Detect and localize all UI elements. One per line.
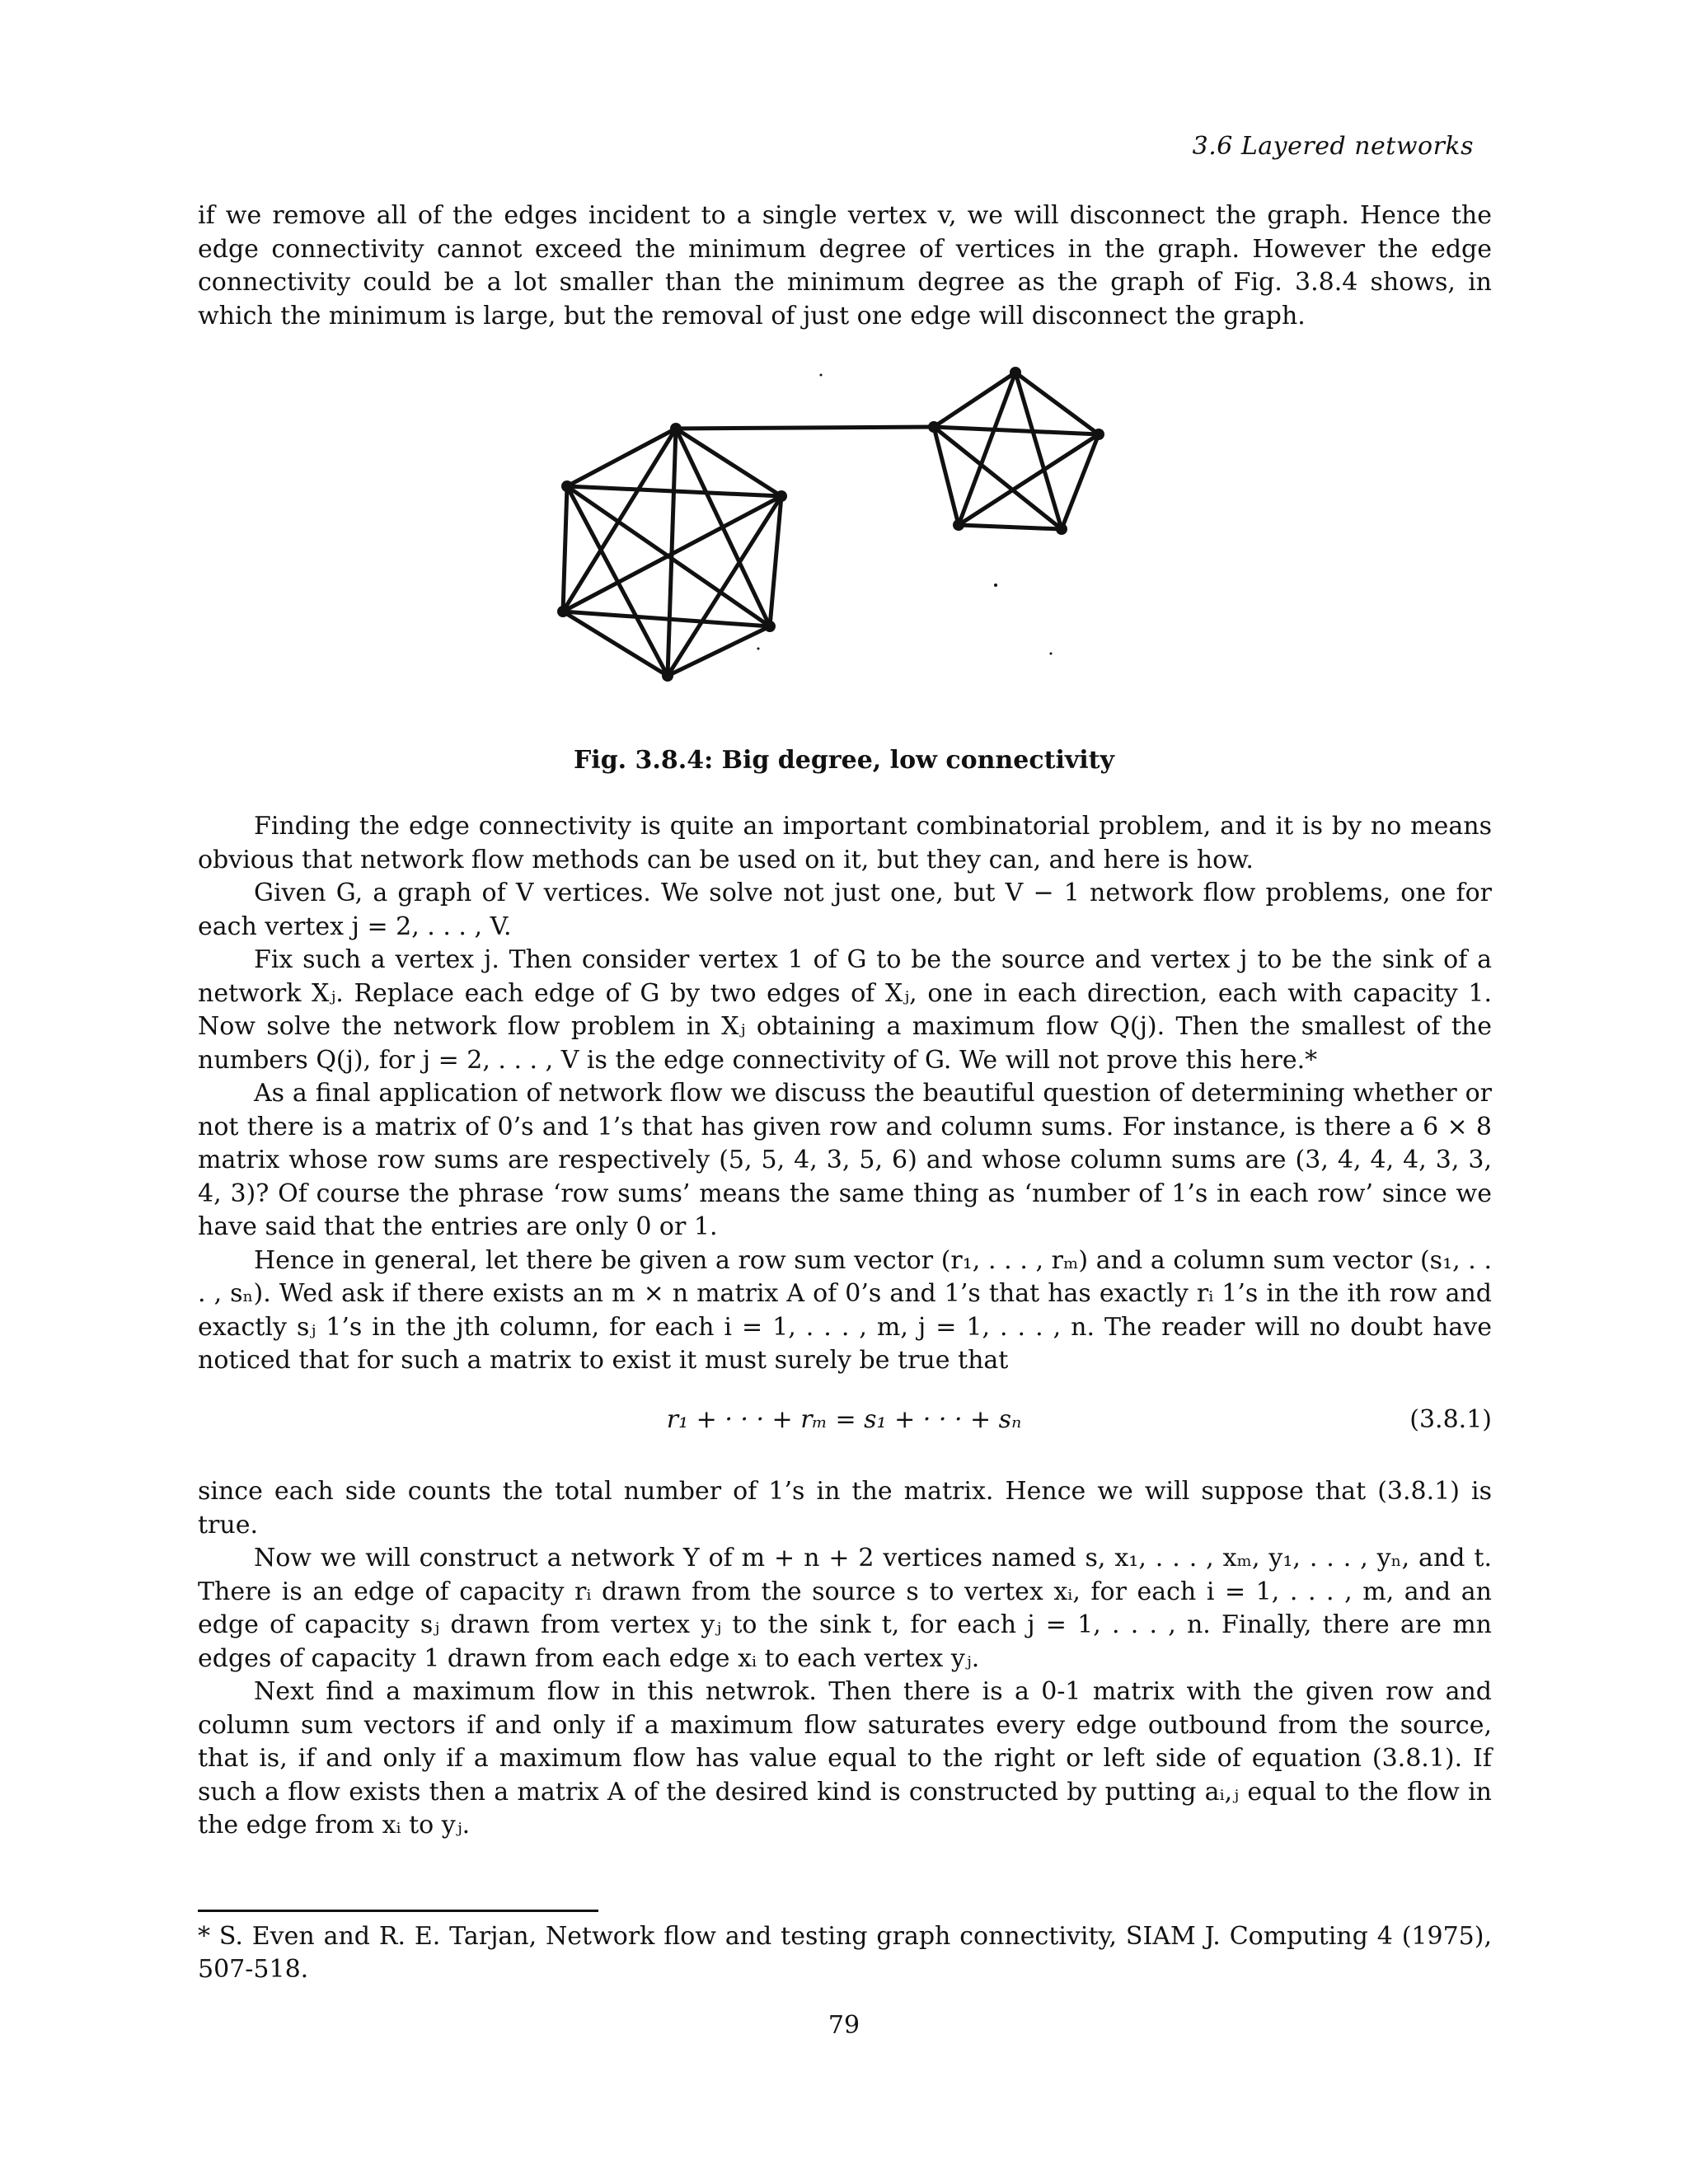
vertex: [776, 490, 787, 502]
vertex: [670, 423, 682, 434]
vertex: [953, 519, 964, 531]
pentagon-k5-edges: [934, 373, 1099, 529]
paragraph-6: Hence in general, let there be given a row sum vector (r₁, . . . , rₘ) and a column sum vector (s₁, . . . , sₙ). Wed ask if there exists an m × n matrix A of 0’s and 1’s that has exactly rᵢ 1’s in the ith row and exactly sⱼ 1’s in the jth column, for each i = 1, . . . , m, j = 1, . . . , n. The reader will no doubt have noticed that for such a matrix to exist it must surely be true that: [198, 1245, 1492, 1375]
vertex: [1010, 367, 1021, 378]
footnote: * S. Even and R. E. Tarjan, Network flow and testing graph connectivity, SIAM J. Computing 4 (1975), 507-518.: [198, 1922, 1492, 1984]
vertex: [561, 480, 573, 492]
vertex: [1093, 429, 1104, 440]
vertex: [764, 621, 776, 632]
equation-number: (3.8.1): [1409, 1405, 1492, 1434]
vertex: [928, 421, 940, 433]
page-number: 79: [828, 2011, 860, 2040]
hexagon-k6-edges: [563, 429, 781, 676]
equation: r₁ + · · · + rₘ = s₁ + · · · + sₙ: [666, 1405, 1022, 1434]
vertex: [662, 670, 673, 682]
figure-caption: Fig. 3.8.4: Big degree, low connectivity: [574, 746, 1114, 775]
figure-graph: [0, 0, 1688, 742]
paragraph-4: Fix such a vertex j. Then consider vertex 1 of G to be the source and vertex j to be the sink of a network Xⱼ. Replace each edge of G by two edges of Xⱼ, one in each direction, each with capacity 1. Now solve the network flow problem in Xⱼ obtaining a maximum flow Q(j). Then the smallest of the numbers Q(j), for j = 2, . . . , V is the edge connectivity of G. We will not prove this here.*: [198, 945, 1492, 1075]
paragraph-2: Finding the edge connectivity is quite an important combinatorial problem, and it is by no means obvious that network flow methods can be used on it, but they can, and here is how.: [198, 812, 1492, 874]
vertex: [1056, 523, 1067, 535]
footnote-rule: [198, 1910, 598, 1912]
paragraph-8: Now we will construct a network Y of m + n + 2 vertices named s, x₁, . . . , xₘ, y₁, . . . , yₙ, and t. There is an edge of capacity rᵢ drawn from the source s to vertex xᵢ, for each i = 1, . . . , m, and an edge of capacity sⱼ drawn from vertex yⱼ to the sink t, for each j = 1, . . . , n. Finally, there are mn edges of capacity 1 drawn from each edge xᵢ to each vertex yⱼ.: [198, 1544, 1492, 1673]
paragraph-1-text: if we remove all of the edges incident to a single vertex v, we will disconnect the graph. Hence the edge connectivity cannot exceed the minimum degree of vertices in the graph. However the edge connectivity could be a lot smaller than the minimum degree as the graph of Fig. 3.8.4 shows, in which the minimum is large, but the removal of just one edge will disconnect the graph.: [198, 201, 1492, 330]
running-head: 3.6 Layered networks: [1192, 132, 1474, 161]
vertex: [557, 606, 569, 617]
body-text: [198, 810, 1492, 1378]
bridge-edge: [676, 427, 934, 429]
body-text-2: [198, 1475, 1492, 1843]
paragraph-9: Next find a maximum flow in this netwrok. Then there is a 0-1 matrix with the given row and column sum vectors if and only if a maximum flow saturates every edge outbound from the source, that is, if and only if a maximum flow has value equal to the right or left side of equation (3.8.1). If such a flow exists then a matrix A of the desired kind is constructed by putting aᵢ,ⱼ equal to the flow in the edge from xᵢ to yⱼ.: [198, 1677, 1492, 1840]
paragraph-3: Given G, a graph of V vertices. We solve not just one, but V − 1 network flow problems, one for each vertex j = 2, . . . , V.: [198, 879, 1492, 941]
paragraph-5: As a final application of network flow we discuss the beautiful question of determining whether or not there is a matrix of 0’s and 1’s that has given row and column sums. For instance, is there a 6 × 8 matrix whose row sums are respectively (5, 5, 4, 3, 5, 6) and whose column sums are (3, 4, 4, 4, 3, 3, 4, 3)? Of course the phrase ‘row sums’ means the same thing as ‘number of 1’s in each row’ since we have said that the entries are only 0 or 1.: [198, 1079, 1492, 1241]
paragraph-7: since each side counts the total number of 1’s in the matrix. Hence we will suppose that (3.8.1) is true.: [198, 1477, 1492, 1540]
